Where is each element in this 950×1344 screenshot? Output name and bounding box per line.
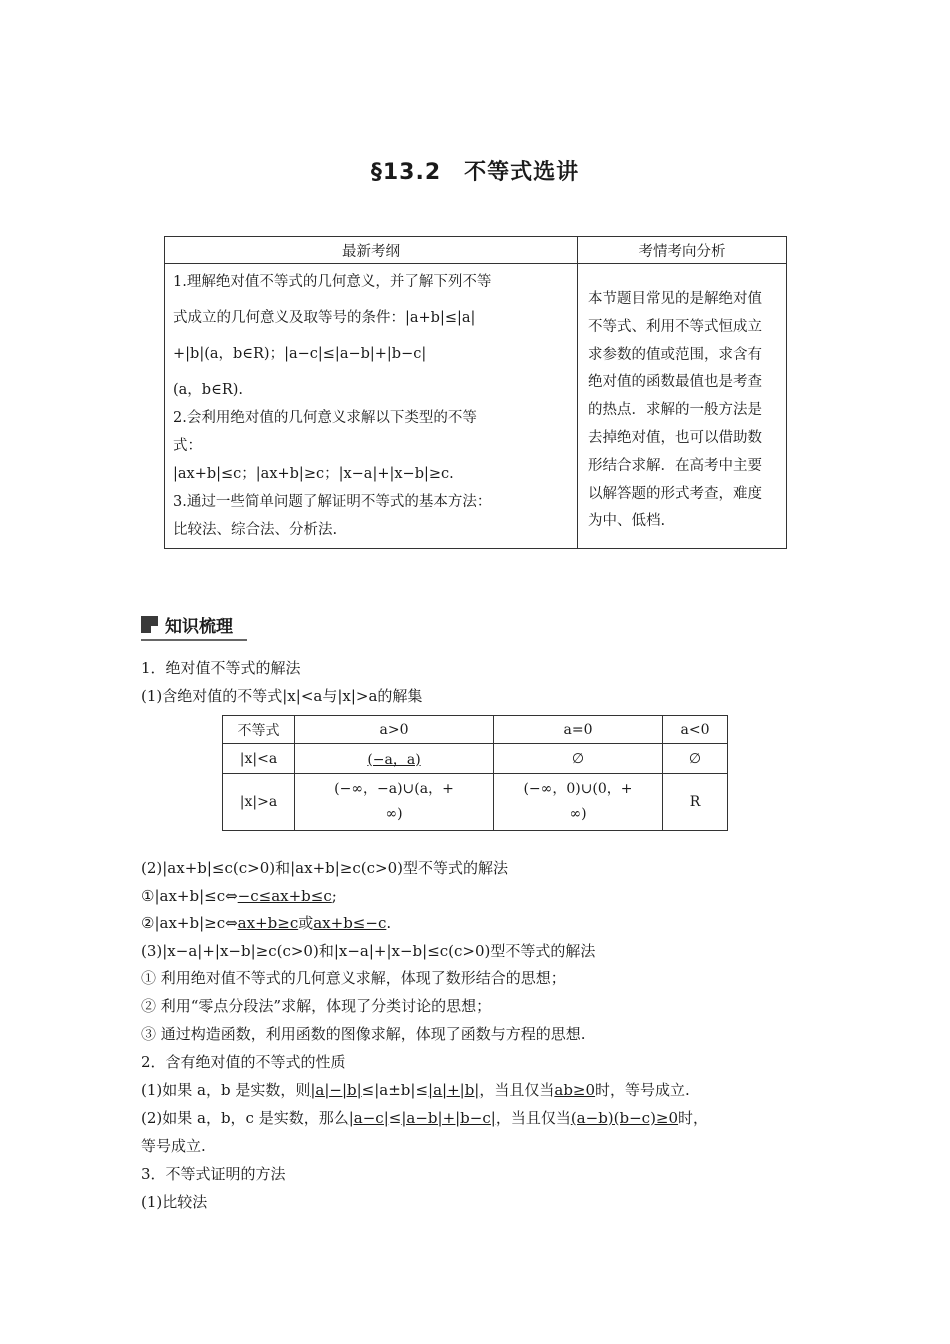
text-line: 等号成立. xyxy=(141,1137,206,1155)
subheading-3-1: (1)比较法 xyxy=(141,1193,208,1211)
table-cell-line: (−∞，0)∪(0，+ xyxy=(523,781,633,797)
section-heading-text: 知识梳理 xyxy=(165,617,233,637)
text-span: ②|ax+b|≥c⇔ xyxy=(141,914,238,932)
overview-table xyxy=(164,236,787,549)
table-cell-line: (−∞，−a)∪(a，+ xyxy=(334,781,454,797)
table-cell: R xyxy=(663,774,728,831)
table-cell: ∅ xyxy=(494,744,663,774)
page-title: §13.2 不等式选讲 xyxy=(370,160,580,185)
text-span: ，当且仅当 xyxy=(495,1109,571,1127)
analysis-line: 的热点．求解的一般方法是 xyxy=(588,402,762,419)
col-header-analysis: 考情考向分析 xyxy=(578,237,787,264)
text-line xyxy=(141,912,391,934)
text-span: 或 xyxy=(298,914,314,932)
solution-set-table xyxy=(222,715,728,831)
syllabus-line: 1.理解绝对值不等式的几何意义，并了解下列不等 xyxy=(173,274,492,290)
section-underline xyxy=(141,639,247,641)
table-cell: |x|<a xyxy=(223,744,295,774)
analysis-line: 求参数的值或范围，求含有 xyxy=(588,346,762,363)
text-line: ② 利用“零点分段法”求解，体现了分类讨论的思想； xyxy=(141,997,492,1015)
subheading-1-3: (3)|x−a|+|x−b|≥c(c>0)和|x−a|+|x−b|≤c(c>0)型不等式的解法 xyxy=(141,942,596,960)
table-cell xyxy=(295,774,494,831)
answer-underline: |a|+|b| xyxy=(428,1081,480,1099)
syllabus-line: |ax+b|≤c；|ax+b|≥c；|x−a|+|x−b|≥c. xyxy=(173,466,454,482)
table-cell xyxy=(494,774,663,831)
text-span: ①|ax+b|≤c⇔ xyxy=(141,887,238,905)
answer-underline: −c≤ax+b≤c xyxy=(237,887,332,905)
text-span: (2)如果 a，b，c 是实数，那么 xyxy=(141,1109,349,1127)
text-span: . xyxy=(386,914,392,932)
analysis-line: 形结合求解．在高考中主要 xyxy=(588,457,762,474)
syllabus-cell xyxy=(165,264,578,549)
text-span: ; xyxy=(331,887,337,905)
heading-3: 3．不等式证明的方法 xyxy=(141,1165,286,1183)
section-marker-icon xyxy=(141,616,158,633)
col-header-syllabus: 最新考纲 xyxy=(165,237,578,264)
analysis-line: 不等式、利用不等式恒成立 xyxy=(588,318,762,335)
answer-underline: |a−b|+|b−c| xyxy=(401,1109,496,1127)
analysis-cell xyxy=(578,264,787,549)
syllabus-line: 3.通过一些简单问题了解证明不等式的基本方法： xyxy=(173,494,492,510)
syllabus-line: 2.会利用绝对值的几何意义求解以下类型的不等 xyxy=(173,410,477,426)
syllabus-line: 比较法、综合法、分析法. xyxy=(173,522,338,538)
text-line xyxy=(141,1107,708,1129)
header-cell: 不等式 xyxy=(223,716,295,744)
table-cell-line: ∞) xyxy=(569,806,587,822)
subheading-1-1: (1)含绝对值的不等式|x|<a与|x|>a的解集 xyxy=(141,687,423,705)
text-line: ③ 通过构造函数，利用函数的图像求解，体现了函数与方程的思想. xyxy=(141,1025,586,1043)
text-span: 时， xyxy=(678,1109,709,1127)
table-cell-answer: (−a，a) xyxy=(367,751,421,768)
header-cell: a<0 xyxy=(663,716,728,744)
analysis-line: 为中、低档. xyxy=(588,513,666,530)
analysis-line: 以解答题的形式考查，难度 xyxy=(588,485,762,502)
syllabus-line: (a，b∈R). xyxy=(173,382,244,398)
table-cell: |x|>a xyxy=(223,774,295,831)
analysis-line: 去掉绝对值，也可以借助数 xyxy=(588,429,762,446)
text-span: ，当且仅当 xyxy=(479,1081,555,1099)
text-span: ≤ xyxy=(388,1109,402,1127)
header-cell: a>0 xyxy=(295,716,494,744)
syllabus-line: +|b|(a，b∈R)；|a−c|≤|a−b|+|b−c| xyxy=(173,346,427,362)
text-span: ≤|a±b|≤ xyxy=(361,1081,429,1099)
header-cell: a=0 xyxy=(494,716,663,744)
text-line xyxy=(141,885,337,907)
text-span: 时，等号成立. xyxy=(595,1081,690,1099)
text-line xyxy=(141,1079,690,1101)
syllabus-line: 式成立的几何意义及取等号的条件：|a+b|≤|a| xyxy=(173,310,476,326)
answer-underline: ax+b≥c xyxy=(237,914,299,932)
answer-underline: (a−b)(b−c)≥0 xyxy=(570,1109,679,1127)
table-cell xyxy=(295,744,494,774)
text-span: (1)如果 a，b 是实数，则 xyxy=(141,1081,311,1099)
heading-2: 2．含有绝对值的不等式的性质 xyxy=(141,1053,346,1071)
answer-underline: ax+b≤−c xyxy=(313,914,387,932)
table-cell-line: ∞) xyxy=(385,806,403,822)
subheading-1-2: (2)|ax+b|≤c(c>0)和|ax+b|≥c(c>0)型不等式的解法 xyxy=(141,859,508,877)
answer-underline: |a|−|b| xyxy=(310,1081,362,1099)
answer-underline: ab≥0 xyxy=(554,1081,596,1099)
analysis-line: 本节题目常见的是解绝对值 xyxy=(588,291,762,307)
syllabus-line: 式： xyxy=(173,438,202,454)
analysis-line: 绝对值的函数最值也是考查 xyxy=(588,374,762,391)
answer-underline: |a−c| xyxy=(348,1109,389,1127)
table-cell: ∅ xyxy=(663,744,728,774)
heading-1: 1．绝对值不等式的解法 xyxy=(141,659,301,677)
text-line: ① 利用绝对值不等式的几何意义求解，体现了数形结合的思想； xyxy=(141,969,566,987)
